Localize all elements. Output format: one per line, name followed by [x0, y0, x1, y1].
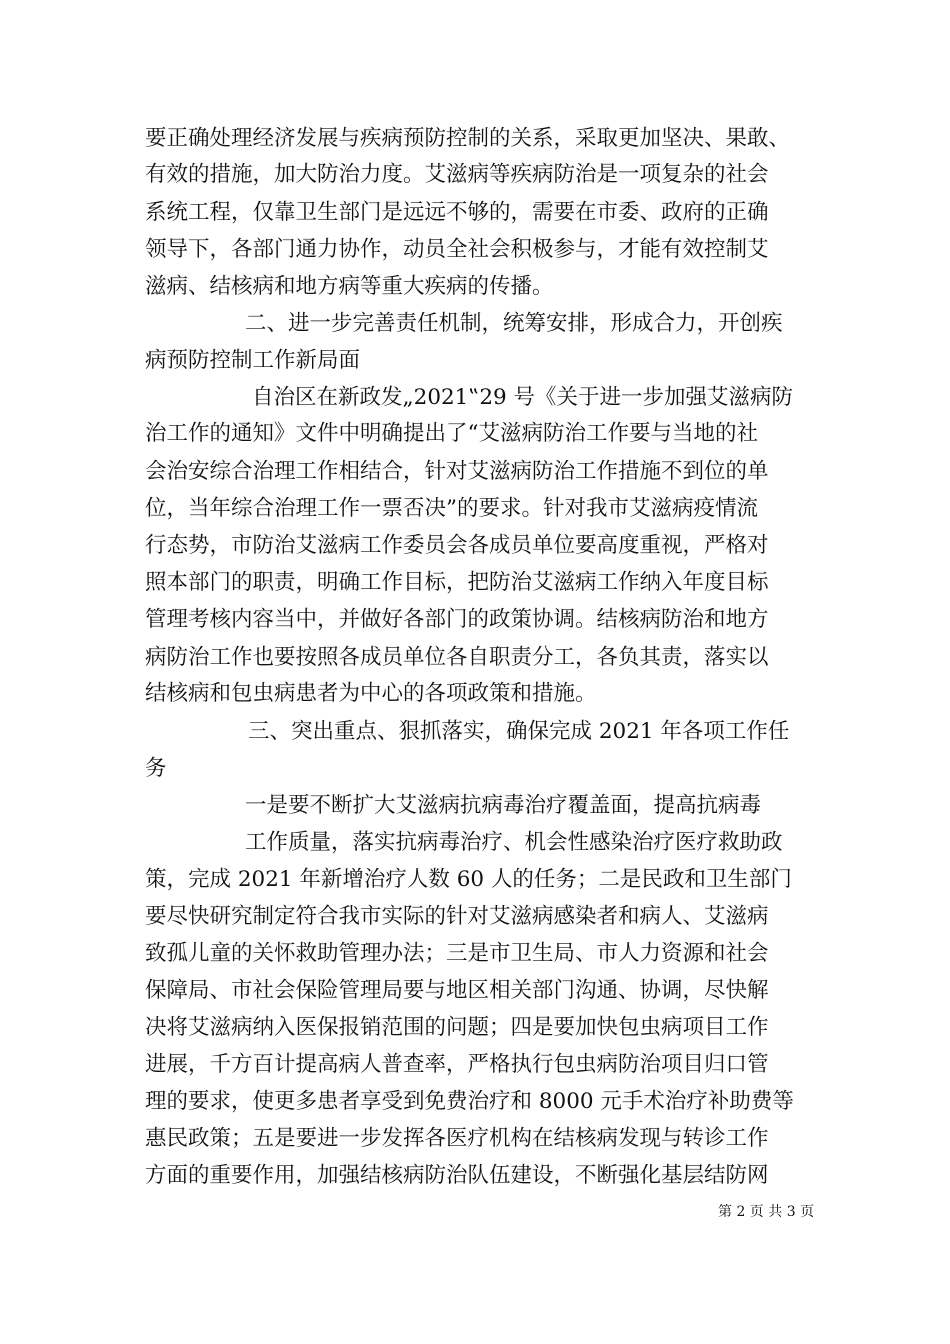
text-line: 结核病和包虫病患者为中心的各项政策和措施。 [145, 681, 597, 706]
text-line: 自治区在新政发„2021‟29 号《关于进一步加强艾滋病防 [252, 385, 794, 410]
text-line: 要尽快研究制定符合我市实际的针对艾滋病感染者和病人、艾滋病 [145, 904, 769, 929]
section-heading: 二、进一步完善责任机制，统筹安排，形成合力，开创疾 [245, 311, 783, 336]
text-line: 行态势，市防治艾滋病工作委员会各成员单位要高度重视，严格对 [145, 533, 769, 558]
text-line: 方面的重要作用，加强结核病防治队伍建设，不断强化基层结防网 [145, 1163, 769, 1188]
text-line: 滋病、结核病和地方病等重大疾病的传播。 [145, 274, 554, 299]
text-line: 位，当年综合治理工作一票否决”的要求。针对我市艾滋病疫情流 [145, 496, 758, 521]
text-line: 系统工程，仅靠卫生部门是远远不够的，需要在市委、政府的正确 [145, 200, 769, 225]
text-line: 理的要求，使更多患者享受到免费治疗和 8000 元手术治疗补助费等 [145, 1089, 794, 1114]
text-line: 致孤儿童的关怀救助管理办法；三是市卫生局、市人力资源和社会 [145, 941, 769, 966]
text-line: 照本部门的职责，明确工作目标，把防治艾滋病工作纳入年度目标 [145, 570, 769, 595]
text-line: 决将艾滋病纳入医保报销范围的问题；四是要加快包虫病项目工作 [145, 1015, 769, 1040]
text-line: 治工作的通知》文件中明确提出了“艾滋病防治工作要与当地的社 [145, 421, 758, 446]
text-line: 工作质量，落实抗病毒治疗、机会性感染治疗医疗救助政 [245, 830, 783, 855]
text-line: 管理考核内容当中，并做好各部门的政策协调。结核病防治和地方 [145, 607, 769, 632]
page-number: 第 2 页 共 3 页 [718, 1204, 815, 1220]
text-line: 要正确处理经济发展与疾病预防控制的关系，采取更加坚决、果敢、 [145, 126, 791, 151]
text-line: 病防治工作也要按照各成员单位各自职责分工，各负其责，落实以 [145, 645, 769, 670]
text-line: 一是要不断扩大艾滋病抗病毒治疗覆盖面，提高抗病毒 [245, 793, 762, 818]
text-line: 有效的措施，加大防治力度。艾滋病等疾病防治是一项复杂的社会 [145, 162, 769, 187]
text-line: 策，完成 2021 年新增治疗人数 60 人的任务；二是民政和卫生部门 [145, 867, 792, 892]
text-line: 保障局、市社会保险管理局要与地区相关部门沟通、协调，尽快解 [145, 978, 769, 1003]
text-line: 惠民政策；五是要进一步发挥各医疗机构在结核病发现与转诊工作 [145, 1126, 769, 1151]
section-heading-continued: 病预防控制工作新局面 [145, 348, 361, 373]
section-heading: 三、突出重点、狠抓落实，确保完成 2021 年各项工作任 [248, 719, 790, 744]
section-heading-continued: 务 [145, 756, 167, 781]
text-line: 会治安综合治理工作相结合，针对艾滋病防治工作措施不到位的单 [145, 459, 769, 484]
text-line: 进展，千方百计提高病人普查率，严格执行包虫病防治项目归口管 [145, 1052, 769, 1077]
text-line: 领导下，各部门通力协作，动员全社会积极参与，才能有效控制艾 [145, 237, 769, 262]
